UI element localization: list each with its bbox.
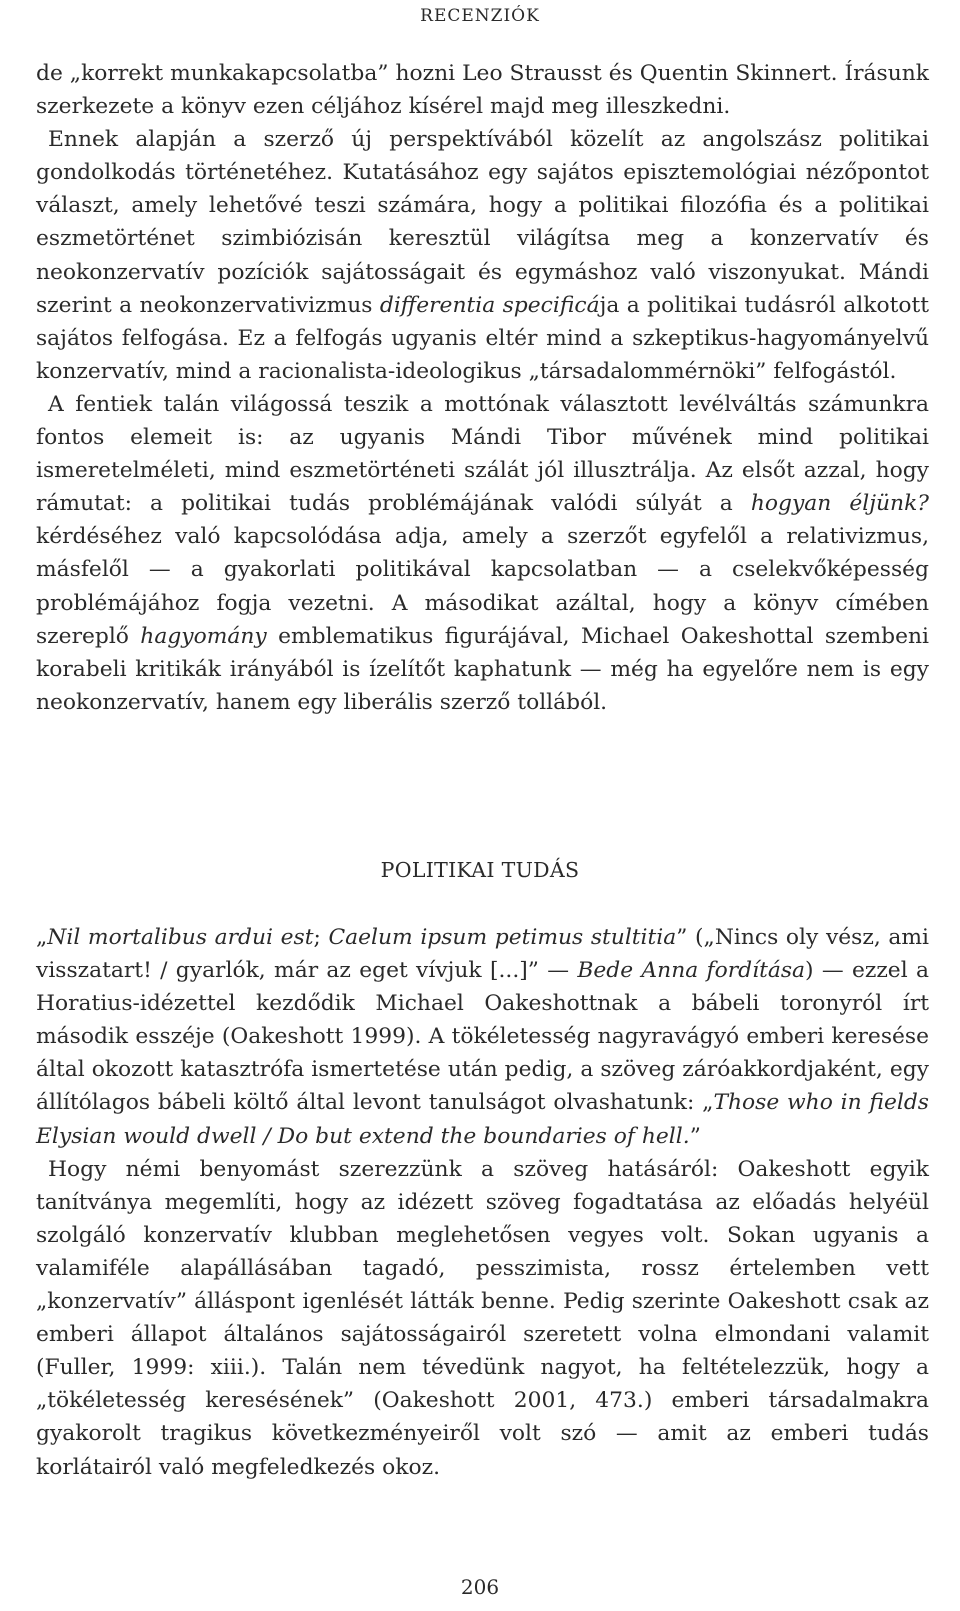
section-heading: POLITIKAI TUDÁS — [380, 858, 580, 882]
text-segment: de „korrekt munkakapcsolatba” hozni Leo Strausst és Quentin Skinnert. Írásunk szerkezete a könyv ezen céljához kísérel majd meg illeszkedni. — [36, 61, 929, 120]
italic-text-segment: Nil mortalibus ardui est — [47, 925, 314, 950]
paragraph — [36, 123, 929, 388]
italic-text-segment: hagyomány — [140, 623, 267, 649]
italic-text-segment: differentia specificá — [379, 292, 600, 318]
text-segment: ; — [313, 925, 329, 950]
paragraph — [36, 388, 929, 719]
text-segment: „ — [36, 925, 48, 950]
italic-text-segment: hogyan éljünk? — [750, 491, 929, 517]
text-segment: Hogy némi benyomást szerezzünk a szöveg hatásáról: Oakeshott egyik tanítványa megemlíti, hogy az idézett szöveg fogadtatása az előadás helyéül szolgáló konzervatív klubban meglehetősen vegyes volt. Sokan ugyanis a valamiféle alapállásában tagadó, pesszimista, rossz értelemben vett „konzervatív” álláspont igenlését látták benne. Pedig szerinte Oakeshott csak az emberi állapot általános sajátosságairól szeretett volna elmondani valamit (Fuller, 1999: xiii.). Talán nem tévedünk nagyot, ha feltételezzük, hogy a „tökéletesség keresésének” (Oakeshott 2001, 473.) emberi társadalmakra gyakorolt tragikus következményeiről volt szó — amit az emberi tudás korlátairól való megfeledkezés okoz. — [36, 1156, 929, 1480]
paragraph — [36, 1153, 929, 1484]
paragraph — [36, 921, 929, 1153]
paragraph — [36, 57, 929, 123]
text-segment: A fentiek talán világossá teszik a mottónak választott levélváltás számunkra fontos elemeit is: az ugyanis Mándi Tibor művének mind politikai ismeretelméleti, mind eszmetörténeti szálát jól illusztrálja. Az elsőt azzal, hogy rámutat: a politikai tudás problémájának valódi súlyát a — [36, 391, 929, 517]
running-head: RECENZIÓK — [420, 6, 540, 26]
review-text-section-1 — [36, 57, 929, 719]
text-segment: ” — [689, 1123, 701, 1149]
page-number: 206 — [460, 1575, 500, 1599]
italic-text-segment: Caelum ipsum petimus stultitia — [328, 925, 677, 950]
text-segment: Ennek alapján a szerző új perspektívából közelít az angolszász politikai gondolkodás történetéhez. Kutatásához egy sajátos episztemológiai nézőpontot választ, amely lehetővé teszi számára, hogy a politikai filozófia és a politikai eszmetörténet szimbiózisán keresztül világítsa meg a konzervatív és neokonzervatív pozíciók sajátosságait és egymáshoz való viszonyukat. Mándi szerint a neokonzervativizmus — [36, 127, 929, 318]
text-segment: emblematikus figurájával, Michael Oakeshottal szembeni korabeli kritikák irányából is ízelítőt kaphatunk — még ha egyelőre nem is egy neokonzervatív, hanem egy liberális szerző tollából. — [36, 623, 929, 715]
text-segment: ) — ezzel a Horatius-idézettel kezdődik Michael Oakeshottnak a bábeli toronyról írt második esszéje (Oakeshott 1999). A tökéletesség nagyravágyó emberi keresése által okozott katasztrófa ismertetése után pedig, a szöveg záróakkordjaként, egy állítólagos bábeli költő által levont tanulságot olvashatunk: „ — [36, 958, 929, 1116]
review-text-section-2 — [36, 921, 929, 1484]
text-segment: ” („Nincs oly vész, ami visszatart! / gyarlók, már az eget vívjuk [...]” — — [36, 925, 930, 984]
italic-text-segment: Bede Anna fordítása — [577, 958, 806, 984]
text-segment: kérdéséhez való kapcsolódása adja, amely a szerzőt egyfelől a relativizmus, másfelől — a gyakorlati politikával kapcsolatban — a cselekvőképesség problémájához fogja vezetni. A másodikat azáltal, hogy a könyv címében szereplő — [36, 524, 929, 649]
italic-text-segment: Those who in fields Elysian would dwell / Do but extend the boundaries of hell. — [36, 1090, 929, 1149]
text-segment: ja a politikai tudásról alkotott sajátos felfogása. Ez a felfogás ugyanis eltér mind a szkeptikus-hagyományelvű konzervatív, mind a racionalista-ideologikus „társadalommérnöki” felfogástól. — [36, 292, 929, 384]
